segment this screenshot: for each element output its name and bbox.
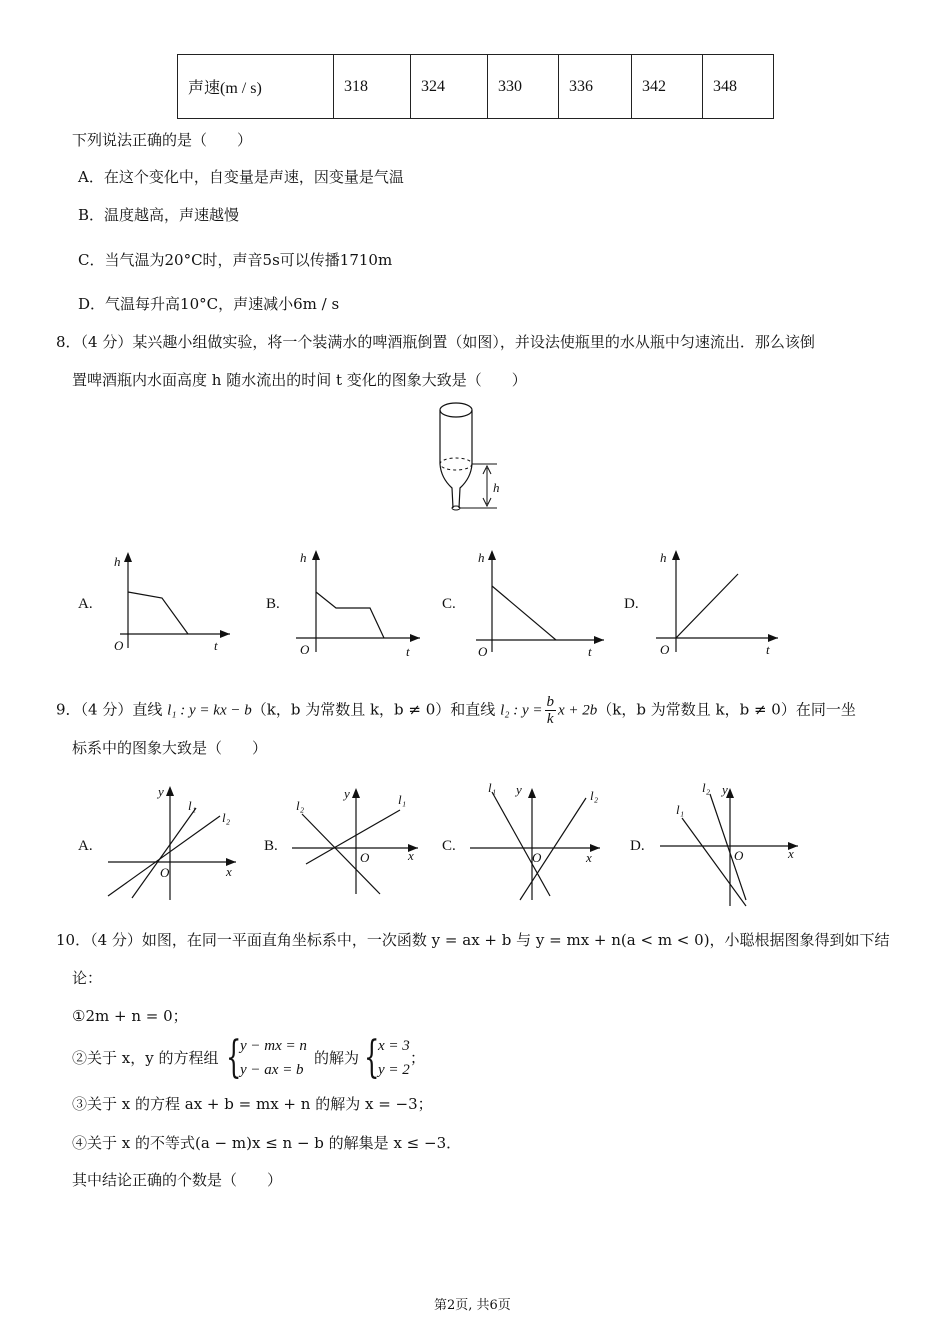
- line-l2: l₂: [222, 810, 231, 825]
- origin: O: [660, 642, 670, 657]
- line-l1: l₁: [188, 798, 197, 813]
- q8-graph-a: [100, 548, 230, 658]
- q8-graph-d: [648, 548, 783, 658]
- axis-t: t: [214, 638, 218, 653]
- line-l2: l₂: [702, 780, 711, 795]
- q9-eq2-post: x + 2b: [558, 702, 598, 719]
- origin: O: [478, 644, 488, 659]
- axis-x: x: [586, 850, 592, 865]
- axis-x: x: [408, 848, 414, 863]
- q9-graph-c: [466, 778, 611, 903]
- axis-t: t: [588, 644, 592, 659]
- q9-graph-label-b: B.: [264, 838, 278, 854]
- q9-graph-a: [100, 780, 245, 905]
- axis-x: x: [788, 846, 794, 861]
- line-l1: l₁: [488, 780, 497, 795]
- q9-graph-label-d: D.: [630, 838, 645, 854]
- brace-icon: {: [226, 1032, 242, 1083]
- q7-stem: 下列说法正确的是（ ）: [72, 131, 253, 149]
- q9-text-a: 9．（4 分）直线: [56, 700, 168, 719]
- table-cell: 318: [334, 55, 411, 119]
- axis-y: y: [158, 784, 164, 799]
- sound-speed-table: [177, 54, 774, 119]
- brace-icon: {: [364, 1032, 380, 1083]
- table-cell: 324: [411, 55, 488, 119]
- q9-eq2-fraction: [545, 694, 557, 727]
- q10-conclusion-3: ③关于 x 的方程 ax + b = mx + n 的解为 x = −3；: [72, 1095, 433, 1113]
- q9-graph-b: [288, 780, 428, 900]
- q9-eq2-den: k: [546, 711, 554, 727]
- line-l2: l₂: [590, 788, 599, 803]
- q9-line2: 标系中的图象大致是（ ）: [72, 739, 268, 757]
- q10-conclusion-2-pre: ②关于 x，y 的方程组: [72, 1049, 219, 1067]
- q10-line1: 10．（4 分）如图，在同一平面直角坐标系中，一次函数 y = ax + b 与 y = mx + n(a < m < 0)，小聪根据图象得到如下结: [56, 931, 890, 949]
- q10-conclusion-2-mid: 的解为: [314, 1049, 360, 1067]
- q9-eq1: l₁ : y = kx − b: [167, 702, 252, 719]
- origin: O: [160, 865, 170, 880]
- q7-option-c: C．当气温为20°C时，声音5s可以传播1710m: [78, 251, 393, 269]
- bottle-h-label: h: [493, 480, 500, 495]
- page-footer: 第2页, 共6页: [434, 1298, 511, 1313]
- q10-system-eq2: y − ax = b: [240, 1062, 304, 1078]
- table-row-label: 声速(m / s): [178, 55, 334, 119]
- q10-conclusion-2-end: ；: [410, 1049, 426, 1067]
- bottle-figure: [425, 398, 535, 518]
- origin: O: [114, 638, 124, 653]
- table-cell: 336: [559, 55, 632, 119]
- line-l2: l₂: [296, 798, 305, 813]
- q9-eq2-pre: l₂ : y =: [500, 702, 543, 719]
- q10-line2: 论：: [72, 969, 103, 987]
- line-l1: l₁: [398, 792, 407, 807]
- origin: O: [360, 850, 370, 865]
- q10-solution-y: y = 2: [378, 1062, 410, 1078]
- table-cell: 330: [488, 55, 559, 119]
- q8-graph-label-a: A.: [78, 596, 93, 612]
- line-l1: l₁: [676, 802, 685, 817]
- q8-graph-label-b: B.: [266, 596, 280, 612]
- table-row: [178, 55, 774, 119]
- q7-option-a: A．在这个变化中，自变量是声速，因变量是气温: [78, 168, 404, 186]
- q10-conclusion-1: ①2m + n = 0；: [72, 1007, 188, 1025]
- q8-line1: 8．（4 分）某兴趣小组做实验，将一个装满水的啤酒瓶倒置（如图），并设法使瓶里的水从瓶中匀速流出．那么该倒: [56, 333, 815, 351]
- axis-t: t: [406, 644, 410, 659]
- origin: O: [532, 850, 542, 865]
- q8-graph-label-c: C.: [442, 596, 456, 612]
- origin: O: [300, 642, 310, 657]
- axis-h: h: [114, 554, 121, 569]
- axis-y: y: [344, 786, 350, 801]
- axis-h: h: [478, 550, 485, 565]
- q9-graph-label-c: C.: [442, 838, 456, 854]
- axis-t: t: [766, 642, 770, 657]
- q9-text-b: （k，b 为常数且 k，b ≠ 0）和直线: [251, 700, 501, 719]
- q10-conclusion-4: ④关于 x 的不等式(a − m)x ≤ n − b 的解集是 x ≤ −3．: [72, 1134, 462, 1152]
- q7-option-b: B．温度越高，声速越慢: [78, 206, 240, 224]
- q8-graph-label-d: D.: [624, 596, 639, 612]
- axis-y: y: [722, 782, 728, 797]
- origin: O: [734, 848, 744, 863]
- q8-graph-b: [288, 548, 423, 658]
- table-cell: 342: [632, 55, 703, 119]
- q8-line2: 置啤酒瓶内水面高度 h 随水流出的时间 t 变化的图象大致是（ ）: [72, 371, 527, 389]
- q7-option-d: D．气温每升高10°C，声速减小6m / s: [78, 295, 340, 313]
- q10-stem: 其中结论正确的个数是（ ）: [72, 1171, 283, 1189]
- table-cell: 348: [703, 55, 774, 119]
- q9-text-c: （k，b 为常数且 k，b ≠ 0）在同一坐: [597, 700, 856, 719]
- q10-system-eq1: y − mx = n: [240, 1038, 307, 1054]
- axis-x: x: [226, 864, 232, 879]
- axis-h: h: [300, 550, 307, 565]
- q9-eq2-num: b: [546, 694, 554, 710]
- q9-graph-d: [654, 778, 804, 908]
- axis-h: h: [660, 550, 667, 565]
- q9-graph-label-a: A.: [78, 838, 93, 854]
- q9-line1: [56, 694, 856, 727]
- axis-y: y: [516, 782, 522, 797]
- q8-graph-c: [468, 548, 608, 660]
- q10-solution-x: x = 3: [378, 1038, 410, 1054]
